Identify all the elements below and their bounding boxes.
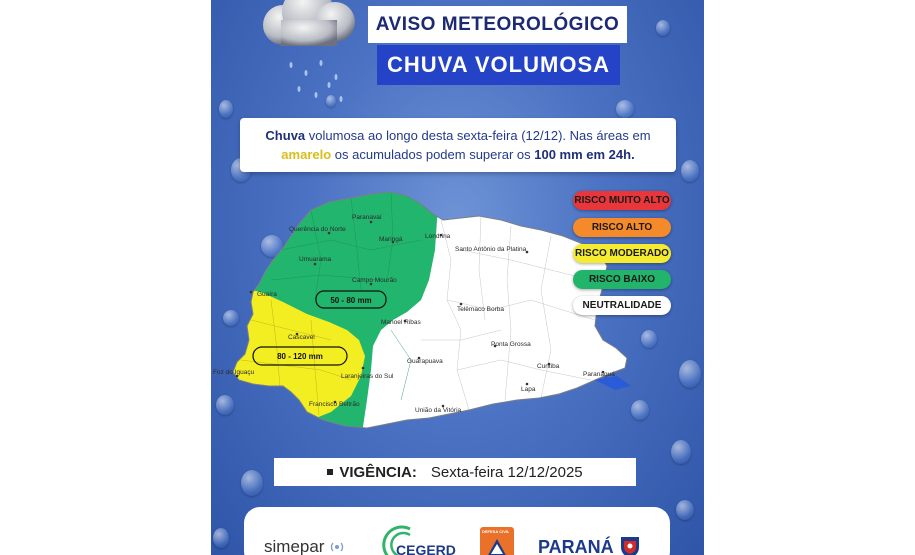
city-label: União da Vitória [415, 407, 462, 414]
city-label: Ponta Grossa [491, 341, 531, 348]
legend-label: RISCO BAIXO [588, 274, 656, 285]
rain-streaks [281, 55, 361, 115]
raindrop [213, 528, 229, 548]
weather-alert-poster [211, 0, 704, 555]
city-label: Maringá [379, 236, 403, 243]
city-label: Campo Mourão [352, 277, 397, 284]
alert-description [240, 118, 676, 172]
city-label: Cascavel [288, 334, 315, 341]
legend-risk-very-high [573, 191, 671, 210]
legend-label: RISCO MODERADO [575, 248, 669, 259]
city-label: Londrina [425, 233, 451, 240]
city-label: Querência do Norte [289, 226, 346, 233]
parana-logo-text: PARANÁ [538, 536, 614, 555]
legend-label: RISCO ALTO [591, 222, 653, 233]
simepar-logo-text: simepar [264, 537, 325, 555]
info-text-1: volumosa ao longo desta sexta-feira (12/12). Nas áreas em [305, 128, 651, 143]
validity-value: Sexta-feira 12/12/2025 [430, 463, 583, 481]
city-label: Guaíra [257, 291, 277, 298]
cloud-icon [253, 0, 363, 50]
raindrop [681, 160, 699, 182]
footer-logos [244, 507, 670, 555]
city-label: Manoel Ribas [381, 319, 421, 326]
signal-icon [328, 540, 346, 554]
defesa-civil-logo [480, 527, 514, 555]
alert-subtitle: CHUVA VOLUMOSA [377, 45, 620, 85]
defesa-civil-triangle-icon [486, 537, 508, 555]
city-label: Santo Antônio da Platina [455, 246, 527, 253]
validity-bar [274, 458, 636, 486]
city-label: Telêmaco Borba [457, 306, 504, 313]
legend-risk-high [573, 218, 671, 237]
city-label: Umuarama [299, 256, 332, 263]
city-label: Laranjeiras do Sul [341, 373, 394, 380]
legend-label: NEUTRALIDADE [582, 300, 662, 311]
info-keyword-chuva: Chuva [265, 128, 306, 143]
raindrop [656, 20, 670, 36]
legend-neutral [573, 296, 671, 315]
zone-label-yellow: 80 - 120 mm [277, 352, 323, 361]
info-keyword-amount: 100 mm em 24h. [534, 147, 635, 162]
info-text-2: os acumulados podem superar os [331, 147, 535, 162]
coat-of-arms-icon [619, 535, 641, 555]
simepar-logo [264, 537, 346, 555]
defesa-civil-logo-text: DEFESA CIVIL [482, 529, 510, 534]
legend-risk-low [573, 270, 671, 289]
city-label: Paranaguá [583, 371, 615, 378]
city-label: Guarapuava [407, 358, 443, 365]
raindrop [241, 470, 263, 496]
city-label: Francisco Beltrão [309, 401, 360, 408]
raindrop [616, 100, 634, 118]
bullet-square-icon [327, 469, 333, 475]
zone-label-green: 50 - 80 mm [330, 296, 372, 305]
validity-label: VIGÊNCIA: [339, 463, 417, 481]
raindrop [676, 500, 694, 520]
city-label: Foz do Iguaçu [213, 369, 255, 376]
city-label: Paranavaí [352, 214, 382, 221]
cegerd-logo-text: CEGERD [396, 542, 456, 555]
parana-logo [538, 535, 641, 555]
legend-label: RISCO MUITO ALTO [574, 195, 670, 206]
info-keyword-amarelo: amarelo [281, 147, 332, 162]
raindrop [219, 100, 233, 118]
city-label: Curitiba [537, 363, 560, 370]
city-label: Lapa [521, 386, 536, 393]
alert-title: AVISO METEOROLÓGICO [368, 6, 627, 43]
cegerd-logo [380, 525, 460, 555]
legend-risk-moderate [573, 244, 671, 263]
